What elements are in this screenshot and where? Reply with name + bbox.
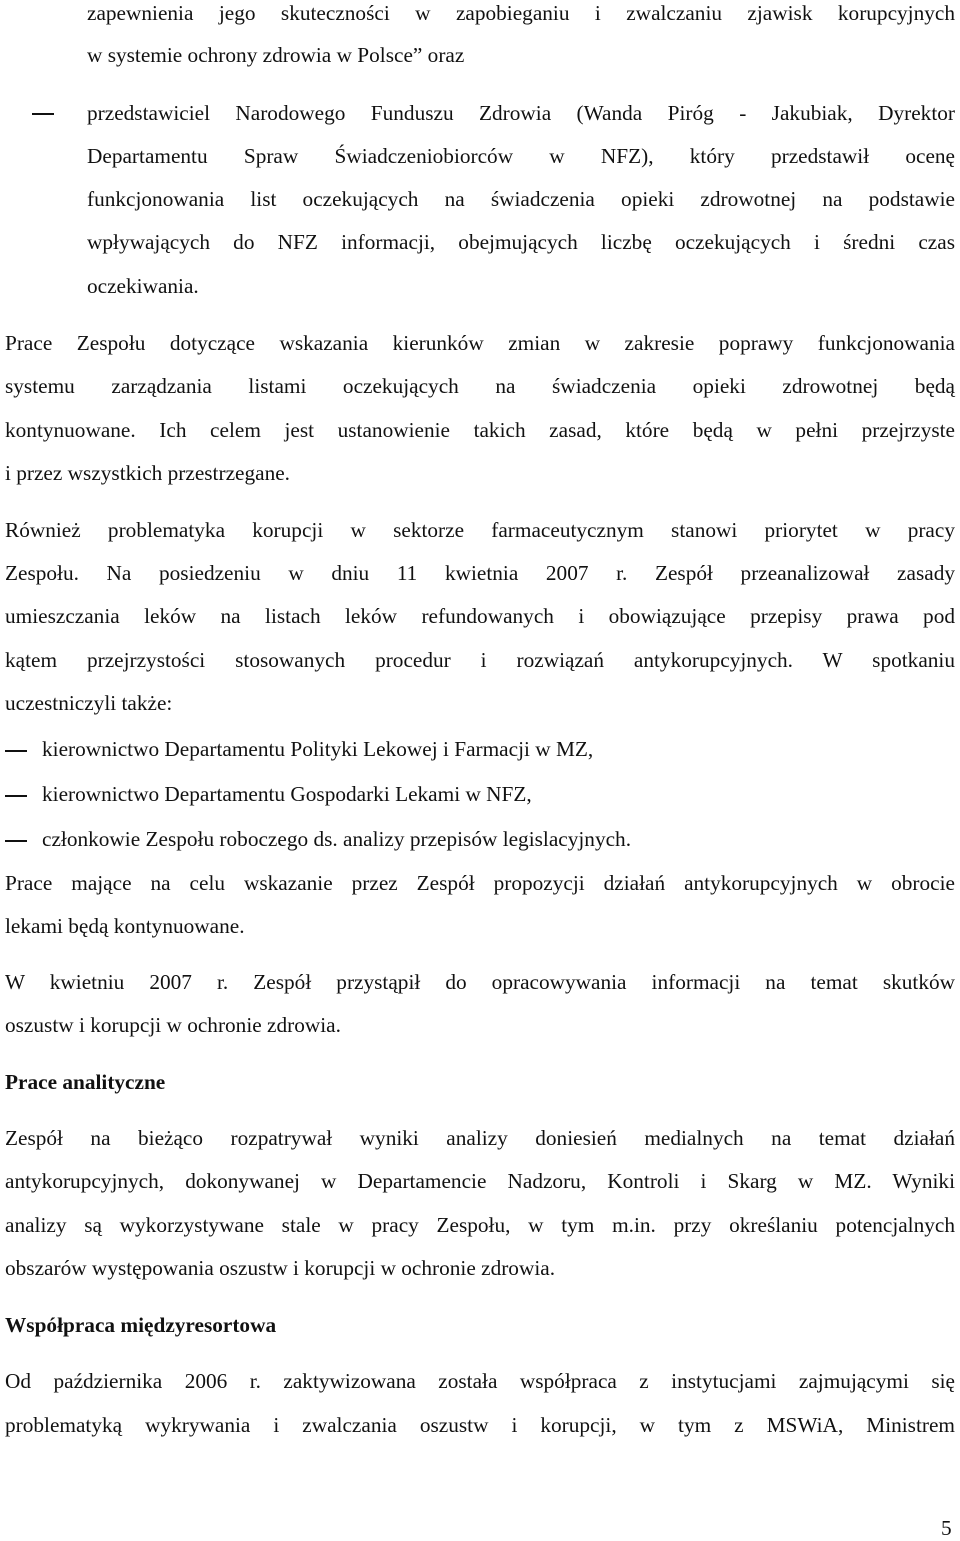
text-line: obszarów występowania oszustw i korupcji w ochronie zdrowia. xyxy=(5,1256,556,1280)
text-line: i przez wszystkich przestrzegane. xyxy=(5,461,291,485)
text-line: systemu zarządzania listami oczekujących na świadczenia opieki zdrowotnej będą xyxy=(5,374,955,398)
page-number: 5 xyxy=(941,1516,952,1540)
text-line: oczekiwania. xyxy=(87,274,199,298)
text-line: Od października 2006 r. zaktywizowana została współpraca z instytucjami zajmującymi się xyxy=(5,1369,955,1393)
text-line: zapewnienia jego skuteczności w zapobieganiu i zwalczaniu zjawisk korupcyjnych xyxy=(87,1,955,25)
text-line: problematyką wykrywania i zwalczania oszustw i korupcji, w tym z MSWiA, Ministrem xyxy=(5,1413,955,1437)
text-line: Zespołu. Na posiedzeniu w dniu 11 kwietnia 2007 r. Zespół przeanalizował zasady xyxy=(5,561,955,585)
text-line: kątem przejrzystości stosowanych procedur i rozwiązań antykorupcyjnych. W spotkaniu xyxy=(5,648,955,672)
list-dash xyxy=(5,795,27,797)
text-line: w systemie ochrony zdrowia w Polsce” oraz xyxy=(87,43,465,67)
text-line: kontynuowane. Ich celem jest ustanowienie takich zasad, które będą w pełni przejrzyste xyxy=(5,418,955,442)
list-item: kierownictwo Departamentu Polityki Lekowej i Farmacji w MZ, xyxy=(42,737,594,761)
text-line: Zespół na bieżąco rozpatrywał wyniki analizy doniesień medialnych na temat działań xyxy=(5,1126,955,1150)
text-line: uczestniczyli także: xyxy=(5,691,173,715)
text-line: Również problematyka korupcji w sektorze farmaceutycznym stanowi priorytet w pracy xyxy=(5,518,955,542)
text-line: oszustw i korupcji w ochronie zdrowia. xyxy=(5,1013,341,1037)
list-dash xyxy=(32,113,54,115)
section-heading: Współpraca międzyresortowa xyxy=(5,1313,277,1337)
text-line: analizy są wykorzystywane stale w pracy Zespołu, w tym m.in. przy określaniu potencjalnych xyxy=(5,1213,955,1237)
text-line: Prace mające na celu wskazanie przez Zespół propozycji działań antykorupcyjnych w obrocie xyxy=(5,871,955,895)
text-line: antykorupcyjnych, dokonywanej w Departamencie Nadzoru, Kontroli i Skarg w MZ. Wyniki xyxy=(5,1169,955,1193)
text-line: funkcjonowania list oczekujących na świadczenia opieki zdrowotnej na podstawie xyxy=(87,187,955,211)
text-line: wpływających do NFZ informacji, obejmujących liczbę oczekujących i średni czas xyxy=(87,230,955,254)
text-line: lekami będą kontynuowane. xyxy=(5,914,245,938)
text-line: Prace Zespołu dotyczące wskazania kierunków zmian w zakresie poprawy funkcjonowania xyxy=(5,331,955,355)
list-dash xyxy=(5,840,27,842)
text-line: umieszczania leków na listach leków refundowanych i obowiązujące przepisy prawa pod xyxy=(5,604,955,628)
list-item: kierownictwo Departamentu Gospodarki Lekami w NFZ, xyxy=(42,782,532,806)
list-item: członkowie Zespołu roboczego ds. analizy przepisów legislacyjnych. xyxy=(42,827,632,851)
text-line: Departamentu Spraw Świadczeniobiorców w NFZ), który przedstawił ocenę xyxy=(87,144,955,168)
text-line: W kwietniu 2007 r. Zespół przystąpił do opracowywania informacji na temat skutków xyxy=(5,970,955,994)
section-heading: Prace analityczne xyxy=(5,1070,166,1094)
text-line: przedstawiciel Narodowego Funduszu Zdrowia (Wanda Piróg - Jakubiak, Dyrektor xyxy=(87,101,955,125)
list-dash xyxy=(5,750,27,752)
